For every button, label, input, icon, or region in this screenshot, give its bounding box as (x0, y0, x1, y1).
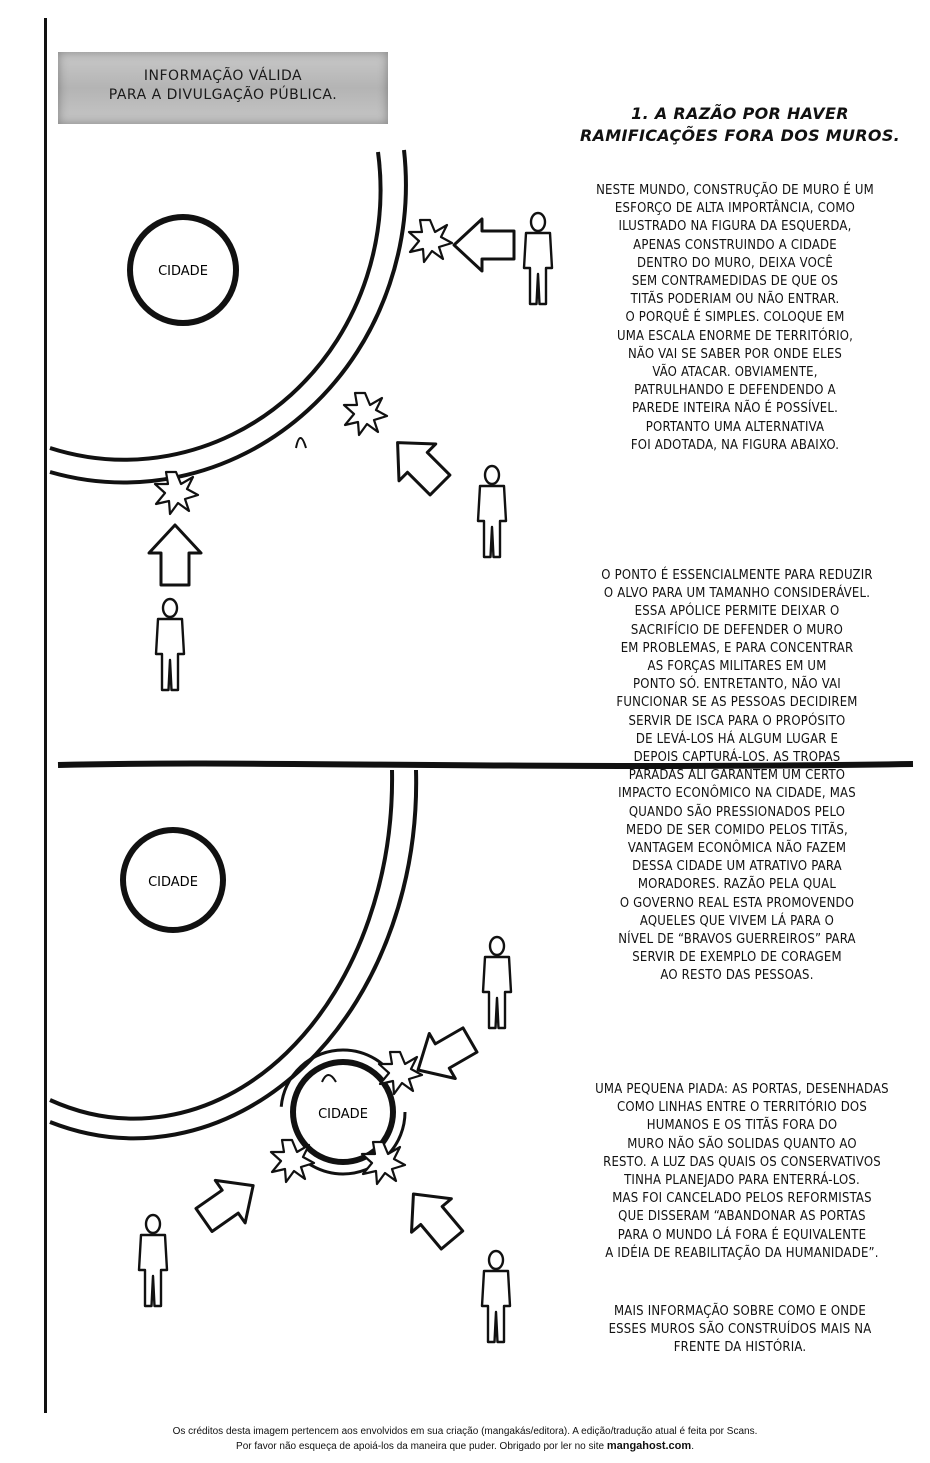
paragraph-more-info: MAIS INFORMAÇÃO SOBRE COMO E ONDE ESSES MUROS SÃO CONSTRUÍDOS MAIS NA FRENTE DA HISTÓRIA. (608, 1304, 872, 1356)
attack-arrow-icon (149, 525, 201, 585)
titan-figure-icon (482, 1251, 510, 1342)
attack-arrow-icon (394, 1177, 472, 1256)
credits-line-2-text: Por favor não esqueça de apoiá-los da maneira que puder. Obrigado por ler no site (236, 1441, 607, 1452)
attack-arrow-icon (189, 1164, 268, 1241)
credits-line-2-end: . (691, 1441, 694, 1452)
breach-burst-icon (409, 220, 452, 262)
paragraph-target-reduction: O PONTO É ESSENCIALMENTE PARA REDUZIR O ALVO PARA UM TAMANHO CONSIDERÁVEL. ESSA APÓLICE PERMITE DEIXAR O SACRIFÍCIO DE DEFENDER O MURO EM PROBLEMAS, E PARA CONCENTRAR AS FORÇAS MILITARES EM UM PONTO SÓ. ENTRETANTO, NÃO VAI FUNCIONAR SE AS PESSOAS DECIDIREM SERVIR DE ISCA PARA O PROPÓSITO DE LEVÁ-LOS HÁ ALGUM LUGAR E DEPOIS CAPTURÁ-LOS. AS TROPAS PARADAS ALI GARANTEM UM CERTO IMPACTO ECONÔMICO NA CIDADE, MAS QUANDO SÃO PRESSIONADOS PELO MEDO DE SER COMIDO PELOS TITÃS, VANTAGEM ECONÔMICA NÃO FAZEM DESSA CIDADE UM ATRATIVO PARA MORADORES. RAZÃO PELA QUAL O GOVERNO REAL ESTA PROMOVENDO AQUELES QUE VIVEM LÁ PARA O NÍVEL DE “BRAVOS GUERREIROS” PARA SERVIR DE EXEMPLO DE CORAGEM AO RESTO DAS PESSOAS. (601, 568, 873, 984)
site-name: mangahost.com (606, 1440, 692, 1452)
banner-line-1: INFORMAÇÃO VÁLIDA (143, 68, 303, 84)
attack-arrow-icon (379, 424, 458, 503)
credits-line-1: Os créditos desta imagem pertencem aos envolvidos em sua criação (mangakás/editora). A edição/tradução atual é feita por Scans. (172, 1426, 758, 1437)
titan-figure-icon (478, 466, 506, 557)
titan-figure-icon (524, 213, 552, 304)
banner-line-2: PARA A DIVULGAÇÃO PÚBLICA. (108, 87, 338, 103)
section-title-line-2: RAMIFICAÇÕES FORA DOS MUROS. (579, 126, 901, 145)
top-gate (296, 438, 306, 448)
credits-line-2 (0, 1439, 930, 1454)
paragraph-gates-joke: UMA PEQUENA PIADA: AS PORTAS, DESENHADAS COMO LINHAS ENTRE O TERRITÓRIO DOS HUMANOS E OS TITÃS FORA DO MURO NÃO SÃO SOLIDAS QUANTO AO RESTO. A LUZ DAS QUAIS OS CONSERVATIVOS TINHA PLANEJADO PARA ENTERRÁ-LOS. MAS FOI CANCELADO PELOS REFORMISTAS QUE DISSERAM “ABANDONAR AS PORTAS PARA O MUNDO LÁ FORA É EQUIVALENTE A IDÉIA DE REABILITAÇÃO DA HUMANIDADE”. (595, 1082, 889, 1261)
credits-footer (0, 1424, 930, 1454)
bottom-diagram (50, 770, 511, 1342)
attack-arrow-icon (454, 219, 514, 271)
titan-figure-icon (156, 599, 184, 690)
breach-burst-icon (271, 1140, 314, 1182)
titan-figure-icon (139, 1215, 167, 1306)
bulge-city-label: CIDADE (318, 1107, 368, 1122)
section-title-line-1: 1. A RAZÃO POR HAVER (631, 104, 849, 123)
attack-arrow-icon (405, 1017, 483, 1092)
paragraph-wall-construction: NESTE MUNDO, CONSTRUÇÃO DE MURO É UM ESFORÇO DE ALTA IMPORTÂNCIA, COMO ILUSTRADO NA FIGURA DA ESQUERDA, APENAS CONSTRUINDO A CIDADE DENTRO DO MURO, DEIXA VOCÊ SEM CONTRAMEDIDAS DE QUE OS TITÃS PODERIAM OU NÃO ENTRAR. O PORQUÊ É SIMPLES. COLOQUE EM UMA ESCALA ENORME DE TERRITÓRIO, NÃO VAI SE SABER POR ONDE ELES VÃO ATACAR. OBVIAMENTE, PATRULHANDO E DEFENDENDO A PAREDE INTEIRA NÃO É POSSÍVEL. PORTANTO UMA ALTERNATIVA FOI ADOTADA, NA FIGURA ABAIXO. (596, 183, 874, 453)
top-city-label: CIDADE (158, 264, 208, 279)
top-diagram (50, 150, 552, 690)
bottom-city-label: CIDADE (148, 875, 198, 890)
breach-burst-icon (344, 393, 387, 435)
panel-divider (58, 764, 913, 766)
titan-figure-icon (483, 937, 511, 1028)
